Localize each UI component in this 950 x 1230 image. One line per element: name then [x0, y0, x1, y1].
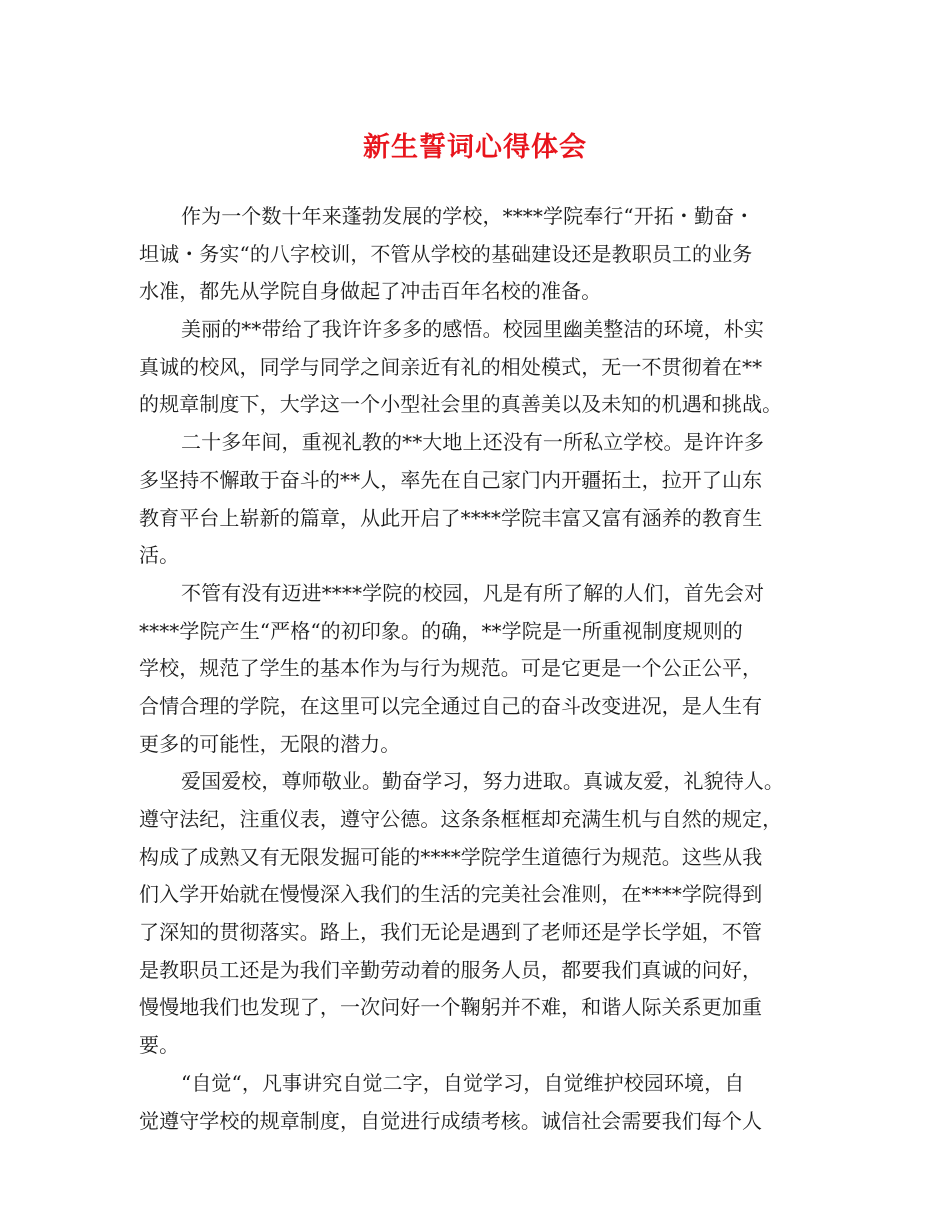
paragraph-5-line-7: 慢慢地我们也发现了，一次问好一个鞠躬并不难，和谐人际关系更加重 — [139, 995, 763, 1020]
paragraph-3-line-2: 多坚持不懈敢于奋斗的**人，率先在自己家门内开疆拓土，拉开了山东 — [139, 467, 763, 492]
paragraph-2-line-1: 美丽的**带给了我许许多多的感悟。校园里幽美整洁的环境，朴实 — [181, 317, 764, 342]
paragraph-6-line-1: “自觉“，凡事讲究自觉二字，自觉学习，自觉维护校园环境，自 — [181, 1070, 745, 1095]
paragraph-5-line-1: 爱国爱校，尊师敬业。勤奋学习，努力进取。真诚友爱，礼貌待人。 — [181, 769, 784, 794]
paragraph-3-line-1: 二十多年间，重视礼教的**大地上还没有一所私立学校。是许许多 — [181, 430, 764, 455]
document-body — [139, 198, 819, 1140]
paragraph-5-line-6: 是教职员工还是为我们辛勤劳动着的服务人员，都要我们真诚的问好， — [139, 957, 763, 982]
paragraph-5-line-2: 遵守法纪，注重仪表，遵守公德。这条条框框却充满生机与自然的规定， — [139, 807, 783, 831]
paragraph-6-line-2: 觉遵守学校的规章制度，自觉进行成绩考核。诚信社会需要我们每个人 — [139, 1108, 763, 1133]
paragraph-4-line-3: 学校，规范了学生的基本作为与行为规范。可是它更是一个公正公平， — [139, 656, 763, 681]
paragraph-5-line-8: 要。 — [139, 1033, 180, 1058]
paragraph-3-line-3: 教育平台上崭新的篇章，从此开启了****学院丰富又富有涵养的教育生 — [139, 505, 763, 530]
document-title: 新生誓词心得体会 — [363, 132, 587, 163]
paragraph-1-line-2: 坦诚・务实“的八字校训，不管从学校的基础建设还是教职员工的业务 — [139, 241, 753, 266]
paragraph-4-line-5: 更多的可能性，无限的潜力。 — [139, 731, 401, 756]
paragraph-5-line-4: 们入学开始就在慢慢深入我们的生活的完美社会准则，在****学院得到 — [139, 882, 763, 907]
paragraph-4-line-4: 合情合理的学院，在这里可以完全通过自己的奋斗改变进况，是人生有 — [139, 693, 763, 718]
paragraph-2-line-3: 的规章制度下，大学这一个小型社会里的真善美以及未知的机遇和挑战。 — [139, 392, 783, 417]
paragraph-3-line-4: 活。 — [139, 543, 180, 568]
paragraph-2-line-2: 真诚的校风，同学与同学之间亲近有礼的相处模式，无一不贯彻着在** — [139, 354, 763, 379]
paragraph-1-line-1: 作为一个数十年来蓬勃发展的学校，****学院奉行“开拓・勤奋・ — [181, 204, 755, 228]
paragraph-4-line-1: 不管有没有迈进****学院的校园，凡是有所了解的人们，首先会对 — [181, 580, 765, 605]
paragraph-5-line-3: 构成了成熟又有无限发掘可能的****学院学生道德行为规范。这些从我 — [139, 844, 763, 869]
paragraph-4-line-2: ****学院产生“严格“的初印象。的确，**学院是一所重视制度规则的 — [139, 618, 743, 643]
paragraph-1-line-3: 水准，都先从学院自身做起了冲击百年名校的准备。 — [139, 279, 602, 304]
paragraph-5-line-5: 了深知的贯彻落实。路上，我们无论是遇到了老师还是学长学姐，不管 — [139, 920, 763, 945]
